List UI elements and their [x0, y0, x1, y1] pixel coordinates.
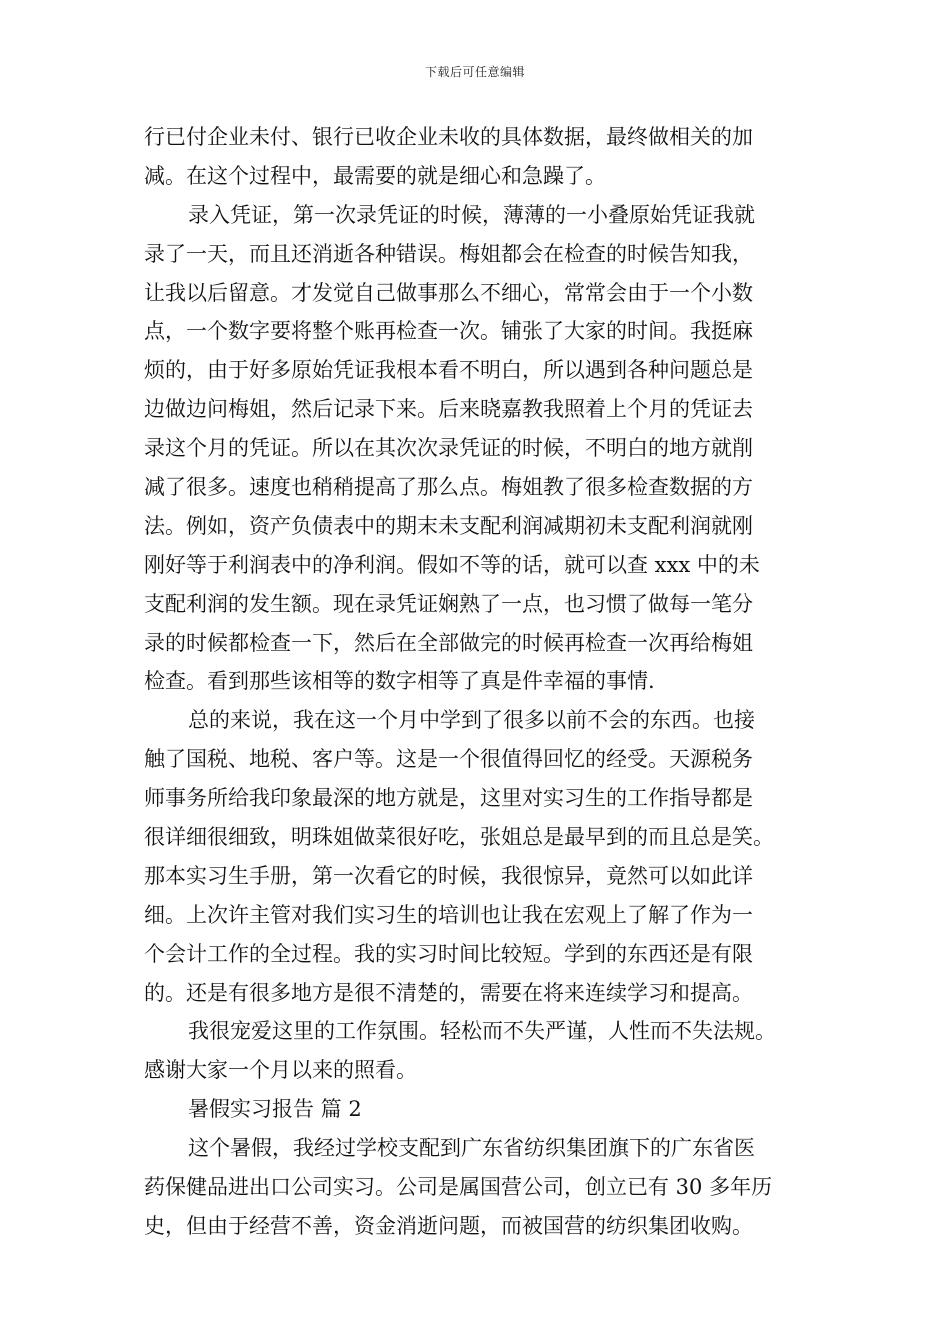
- text-line: 录了一天，而且还消逝各种错误。梅姐都会在检查的时候告知我，: [144, 241, 753, 266]
- text-line: 总的来说，我在这一个月中学到了很多以前不会的东西。也接: [188, 708, 755, 733]
- text-line: 的。还是有很多地方是很不清楚的，需要在将来连续学习和提高。: [144, 980, 753, 1005]
- text-line: 点，一个数字要将整个账再检查一次。铺张了大家的时间。我挺麻: [144, 319, 753, 344]
- text-line: 录入凭证，第一次录凭证的时候，薄薄的一小叠原始凭证我就: [188, 202, 755, 227]
- text-line: 让我以后留意。才发觉自己做事那么不细心，常常会由于一个小数: [144, 280, 753, 305]
- text-line: 这个暑假，我经过学校支配到广东省纺织集团旗下的广东省医: [188, 1136, 755, 1161]
- text-line: 触了国税、地税、客户等。这是一个很值得回忆的经受。天源税务: [144, 747, 753, 772]
- text-line: 录这个月的凭证。所以在其次次录凭证的时候，不明白的地方就削: [144, 436, 753, 461]
- text-line: 刚好等于利润表中的净利润。假如不等的话，就可以查 xxx 中的未: [144, 552, 760, 577]
- text-line: 史，但由于经营不善，资金消逝问题，而被国营的纺织集团收购。: [144, 1213, 753, 1238]
- text-line: 法。例如，资产负债表中的期末未支配利润减期初未支配利润就刚: [144, 513, 753, 538]
- text-line: 细。上次许主管对我们实习生的培训也让我在宏观上了解了作为一: [144, 902, 753, 927]
- text-line: 我很宠爱这里的工作氛围。轻松而不失严谨，人性而不失法规。: [188, 1019, 776, 1044]
- text-line: 行已付企业未付、银行已收企业未收的具体数据，最终做相关的加: [144, 125, 753, 149]
- text-line: 边做边问梅姐，然后记录下来。后来晓嘉教我照着上个月的凭证去: [144, 397, 753, 422]
- text-line: 录的时候都检查一下，然后在全部做完的时候再检查一次再给梅姐: [144, 630, 753, 655]
- text-line: 减了很多。速度也稍稍提高了那么点。梅姐教了很多检查数据的方: [144, 475, 753, 500]
- text-line: 烦的，由于好多原始凭证我根本看不明白，所以遇到各种问题总是: [144, 358, 753, 383]
- text-line: 药保健品进出口公司实习。公司是属国营公司，创立已有 30 多年历: [144, 1175, 773, 1200]
- text-line: 感谢大家一个月以来的照看。: [144, 1058, 417, 1083]
- text-line: 检查。看到那些该相等的数字相等了真是件幸福的事情.: [144, 669, 655, 694]
- text-line: 支配利润的发生额。现在录凭证娴熟了一点，也习惯了做每一笔分: [144, 591, 753, 616]
- text-line: 很详细很细致，明珠姐做菜很好吃，张姐总是最早到的而且总是笑。: [144, 825, 774, 850]
- page-header: 下载后可任意编辑: [424, 65, 525, 79]
- text-line: 那本实习生手册，第一次看它的时候，我很惊异，竟然可以如此详: [144, 863, 753, 888]
- text-line: 减。在这个过程中，最需要的就是细心和急躁了。: [144, 163, 606, 188]
- text-line: 个会计工作的全过程。我的实习时间比较短。学到的东西还是有限: [144, 941, 753, 966]
- text-line: 暑假实习报告 篇 2: [188, 1097, 362, 1122]
- text-line: 师事务所给我印象最深的地方就是，这里对实习生的工作指导都是: [144, 786, 753, 811]
- document-body: [144, 118, 808, 1246]
